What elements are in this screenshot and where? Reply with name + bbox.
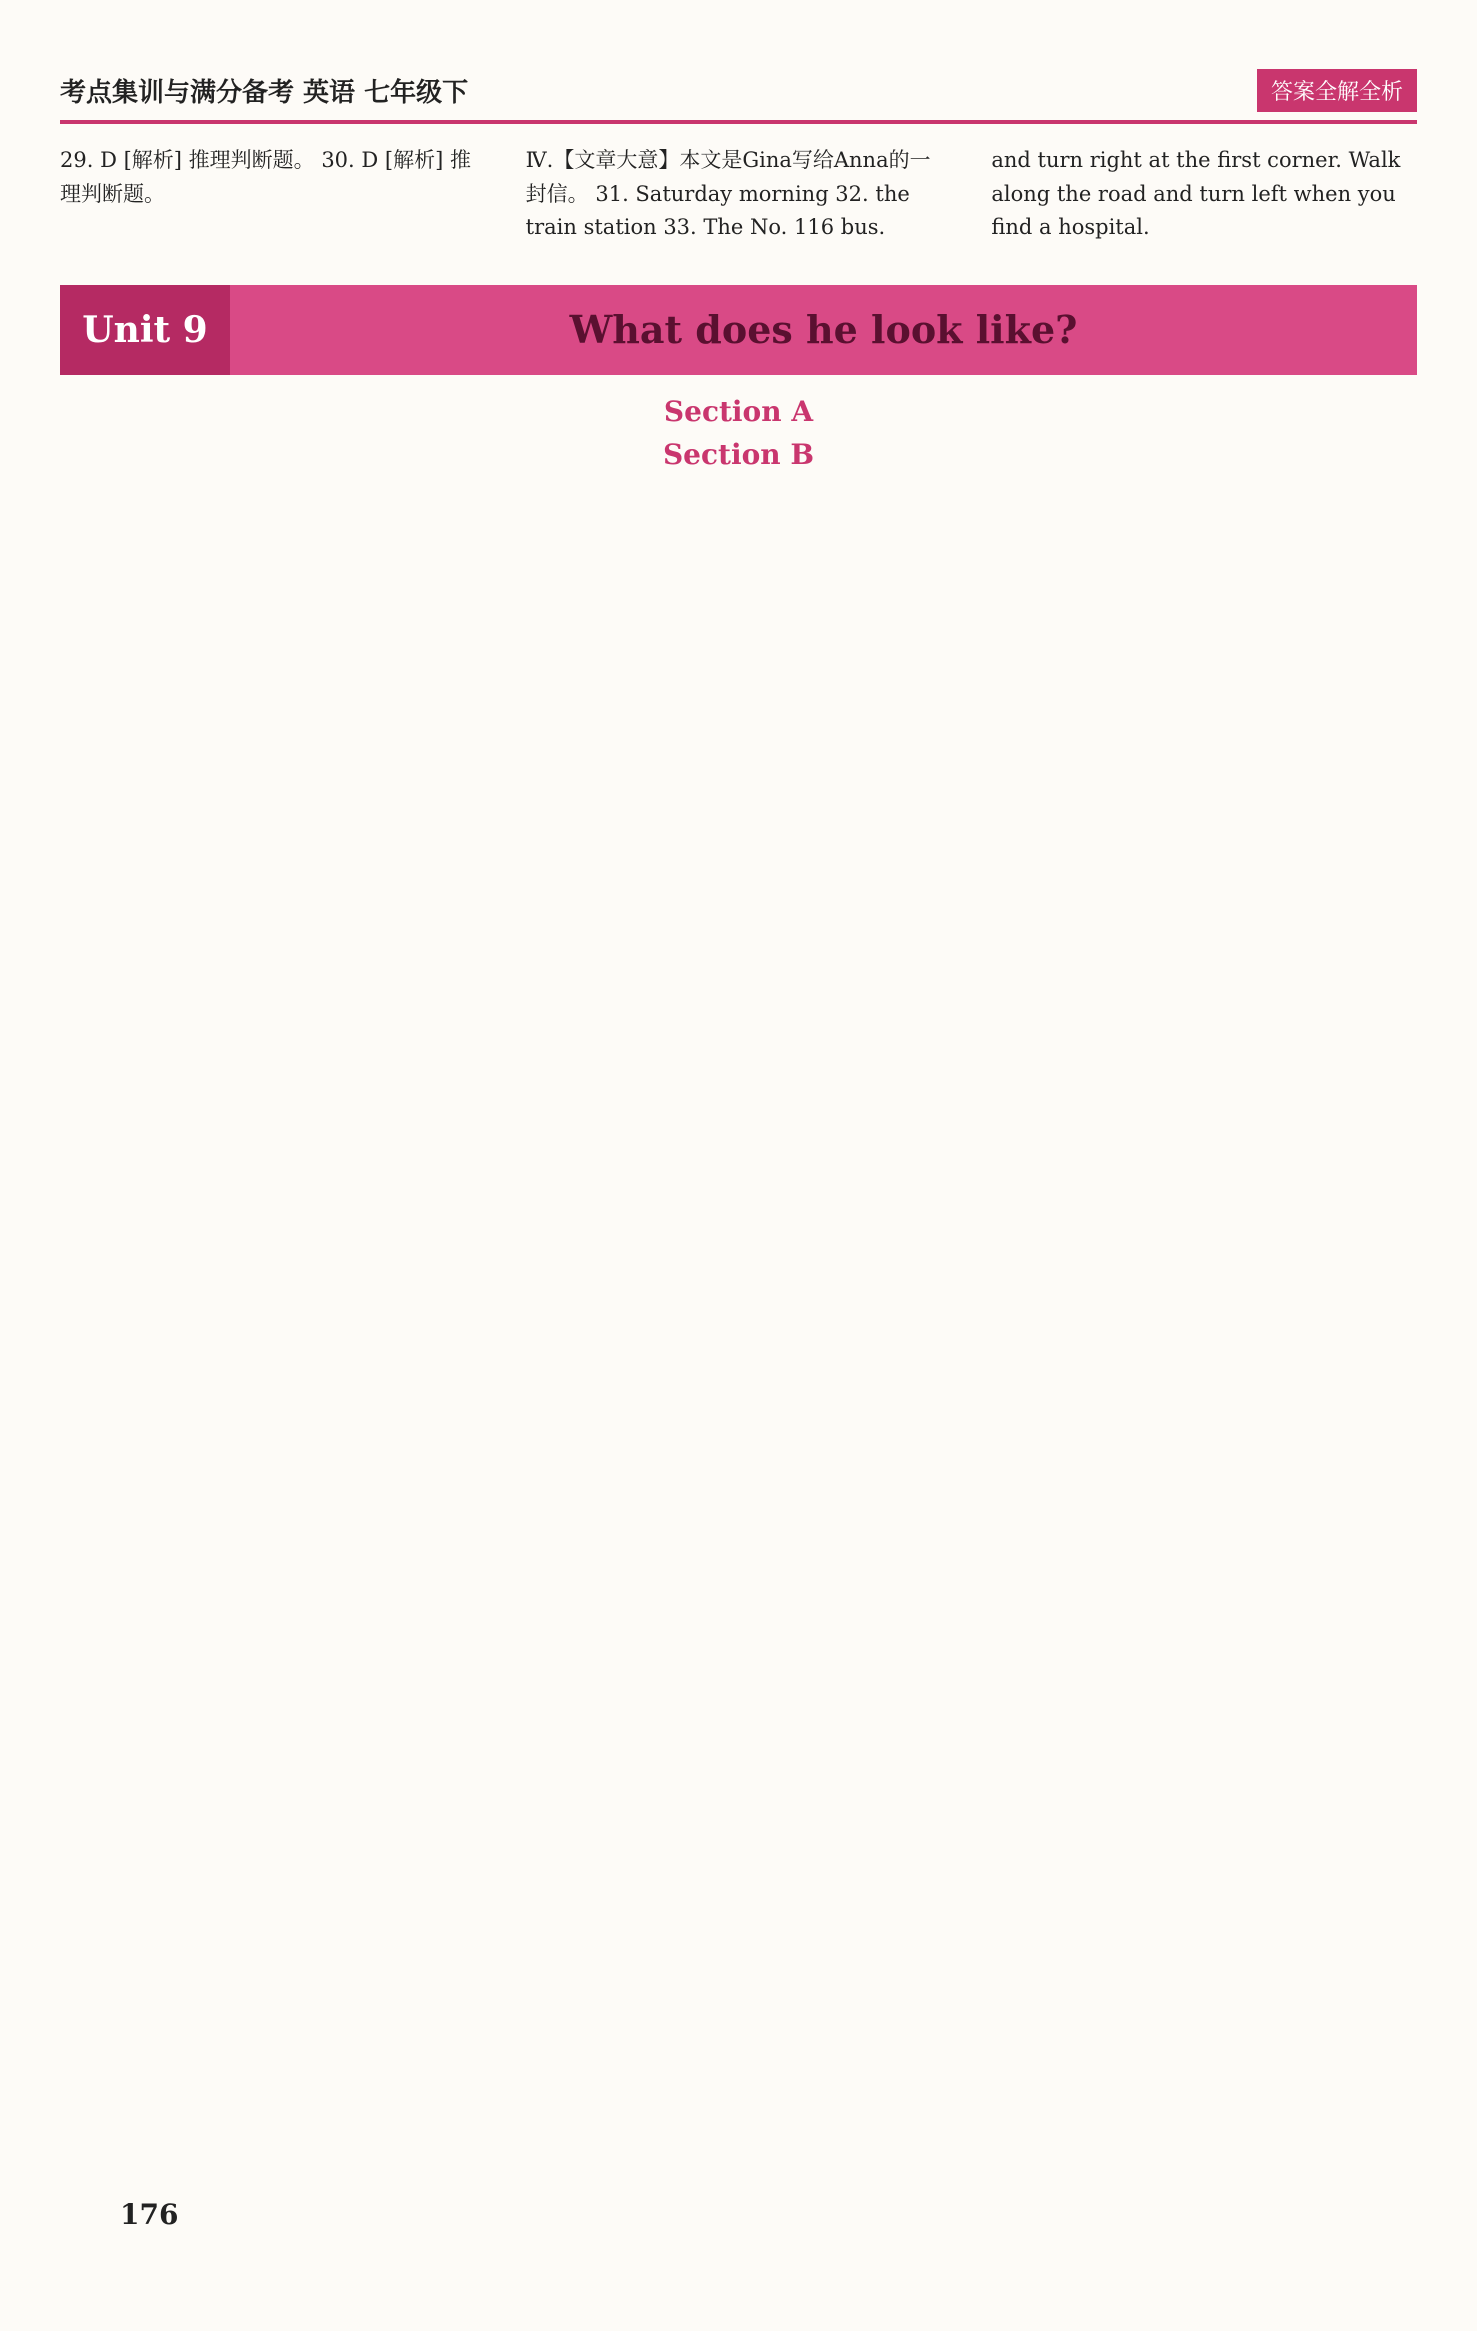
page-number: 176 bbox=[120, 2198, 178, 2231]
section-b-heading: Section B bbox=[0, 438, 1477, 471]
section-a-heading: Section A bbox=[0, 395, 1477, 428]
book-title: 考点集训与满分备考 英语 七年级下 bbox=[60, 72, 468, 109]
answer-column: Ⅳ.【文章大意】本文是Gina写给Anna的一封信。 31. Saturday morning 32. the train station 33. The No. 116 bus. bbox=[526, 144, 952, 245]
answer-column: 29. D [解析] 推理判断题。 30. D [解析] 推理判断题。 bbox=[60, 144, 486, 245]
answer-column: and turn right at the first corner. Walk along the road and turn left when you find a hospital. bbox=[991, 144, 1417, 245]
unit-label: Unit 9 bbox=[60, 285, 230, 375]
unit-title: What does he look like? bbox=[230, 307, 1417, 352]
header-tag: 答案全解全析 bbox=[1257, 69, 1417, 112]
top-columns bbox=[0, 124, 1477, 265]
page-header bbox=[60, 60, 1417, 124]
unit-banner bbox=[60, 285, 1417, 375]
